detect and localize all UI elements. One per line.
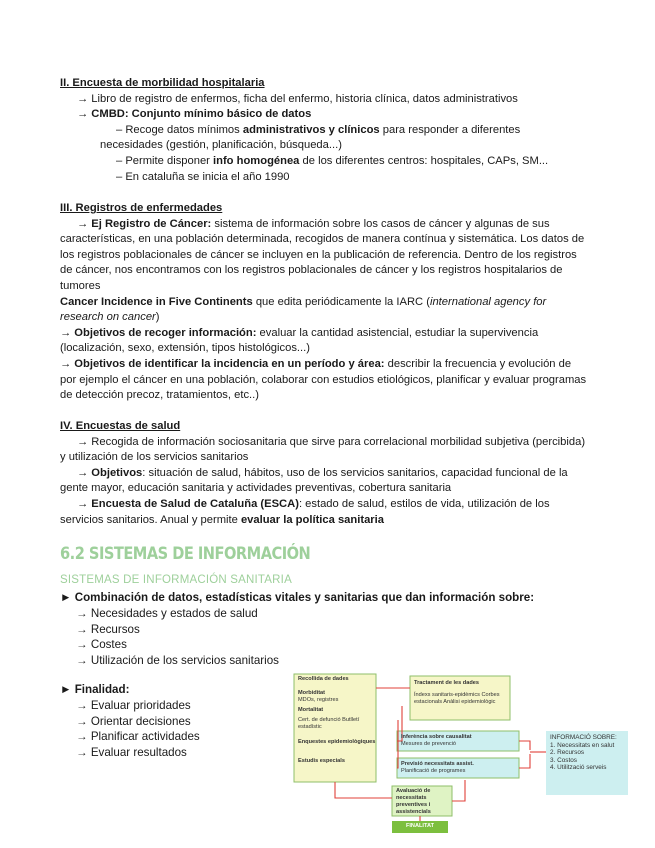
section-title: III. Registros de enfermedades: [60, 202, 223, 214]
data-treatment-text: Tractament de les dades Índexs sanitaris-epidèmics Corbes estacionals Anàlisi epidemiològic: [414, 680, 500, 705]
paragraph: → Encuesta de Salud de Cataluña (ESCA): estado de salud, estilos de vida, utilización de los servicios sanitarios. Anual y permite evaluar la política sanitaria: [60, 497, 550, 526]
list-heading: ► Finalidad:: [60, 683, 130, 696]
data-collection-text: Recollida de dades Morbiditat MDOs, registres Mortalitat Cert. de defunció Butlletí estadístic Enquestes epidemiològiques Estudis especials: [298, 676, 376, 764]
list-item: → Evaluar prioridades: [76, 698, 191, 712]
list-item: → Recursos: [76, 622, 140, 636]
chapter-heading: 6.2 SISTEMAS DE INFORMACIÓN: [60, 544, 311, 564]
list-item: → Necesidades y estados de salud: [76, 606, 258, 620]
text-line: → CMBD: Conjunto mínimo básico de datos: [77, 108, 312, 121]
list-item: → Costes: [76, 638, 127, 652]
paragraph: → Objetivos de identificar la incidencia en un período y área: describir la frecuencia y evolución de por ejemplo el cáncer en una población, colaborar con estudios etiológicos, planificar y evaluar programas de detección precoz, tratamientos, etc..): [60, 357, 587, 402]
forecast-text: Previsió necessitats assist. Planificació de programes: [401, 761, 474, 774]
section-title: II. Encuesta de morbilidad hospitalaria: [60, 77, 265, 89]
text-line: – Permite disponer info homogénea de los diferentes centros: hospitales, CAPs, SM...: [116, 154, 549, 167]
paragraph: Cancer Incidence in Five Continents que edita periódicamente la IARC (international agency for research on cancer): [60, 295, 547, 324]
section-registros-enfermedades: [60, 201, 590, 404]
finalidad-list: [60, 682, 200, 761]
list-item: → Planificar actividades: [76, 730, 200, 744]
paragraph: → Objetivos: situación de salud, hábitos, uso de los servicios sanitarios, capacidad funcional de la gente mayor, educación sanitaria y actividades preventivas, cobertura sanitaria: [60, 466, 568, 495]
section-encuestas-salud: [60, 419, 590, 528]
finalitat-label: FINALITAT: [405, 823, 435, 829]
evaluation-text: Avaluació de necessitats preventives i assistencials: [396, 788, 431, 815]
paragraph: → Recogida de información sociosanitaria que sirve para correlacional morbilidad subjetiva (percibida) y utilización de los servicios sanitarios: [60, 435, 586, 464]
text-line: – Recoge datos mínimos administrativos y clínicos para responder a diferentes: [116, 123, 521, 136]
section-title: IV. Encuestas de salud: [60, 420, 181, 432]
info-summary-text: INFORMACIÓ SOBRE: 1. Necessitats en salut 2. Recursos 3. Costos 4. Utilització serveis: [550, 734, 617, 772]
list-item: → Orientar decisiones: [76, 714, 191, 728]
list-item: → Evaluar resultados: [76, 746, 187, 760]
text-line: – En cataluña se inicia el año 1990: [116, 170, 290, 183]
paragraph: → Objetivos de recoger información: evaluar la cantidad asistencial, estudiar la supervivencia (localización, sexo, extensión, tipos histológicos...): [60, 326, 539, 355]
text-line: necesidades (gestión, planificación, búsqueda...): [100, 139, 342, 152]
chapter-subtitle: SISTEMAS DE INFORMACIÓN SANITARIA: [60, 574, 292, 586]
list-item: → Utilización de los servicios sanitarios: [76, 654, 279, 668]
inference-text: Inferència sobre causalitat Mesures de prevenció: [401, 734, 472, 747]
text-line: → Libro de registro de enfermos, ficha del enfermo, historia clínica, datos administrativos: [77, 92, 518, 105]
paragraph: → Ej Registro de Cáncer: sistema de información sobre los casos de cáncer y algunas de sus características, en una población determinada, recogidos de manera contínua y sistemática. Los datos de los registros poblacionales de cáncer se incluyen en la publicación de referencia. Dentro de los registros de cáncer, nos encontramos con los registros poblacionales de cáncer y los registros hospitalarios de tumores: [60, 217, 585, 292]
section-encuesta-morbilidad: [60, 76, 590, 185]
list-heading: ► Combinación de datos, estadísticas vitales y sanitarias que dan información sobre:: [60, 591, 535, 604]
info-list: [60, 590, 534, 669]
information-system-diagram: [290, 668, 635, 838]
